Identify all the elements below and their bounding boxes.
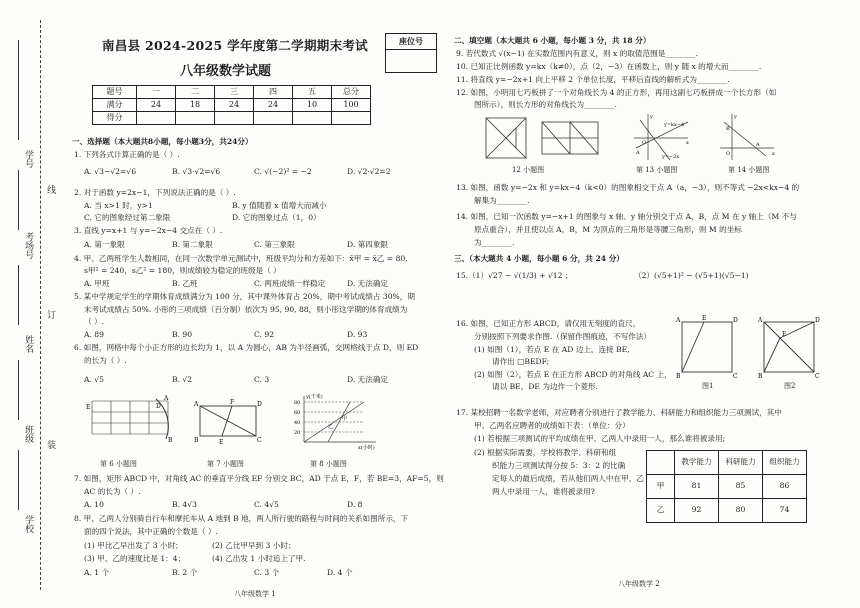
question-17-line3: (1) 若根据三项测试的平均成绩在甲、乙两人中录用一人，那么谁将被录用; <box>474 434 726 443</box>
cell: 五 <box>293 86 332 99</box>
fig16b-label-e: E <box>782 331 787 338</box>
fig8-tick-20: 20 <box>294 430 301 436</box>
fig8-series-yi: 乙 <box>328 424 334 430</box>
question-4-line1: 4. 甲、乙两班学生人数相同，在同一次数学单元测试中，班级平均分和方差如下：x̄甲 = x̄乙 = 80, <box>74 254 408 263</box>
fig6-label-a: A <box>164 395 169 402</box>
fig6-label-b: B <box>168 437 173 444</box>
figure-q12-tangram <box>482 114 602 162</box>
question-16-line1: 16. 如图，已知正方形 ABCD，请仅用无刻度的直尺， <box>456 319 641 328</box>
question-16-line5: (2) 如图（2），若点 E 在正方形 ABCD 的对角线 AC 上， <box>474 370 672 379</box>
cut-line <box>40 20 41 590</box>
question-7-line2: AC 的长为（ ）. <box>84 487 141 496</box>
seat-box <box>385 33 437 73</box>
question-12-line1: 12. 如图，小明用七巧板拼了一个对角线长为 4 的正方形，再用这副七巧板拼成一个长方形（如 <box>456 88 777 97</box>
score-table-row <box>93 86 371 99</box>
fig13-label-x: x <box>686 140 689 146</box>
label-school: 学校 <box>23 515 34 533</box>
cell: 85 <box>719 475 763 499</box>
fig7-label-a: A <box>194 401 199 408</box>
label-name: 姓名 <box>23 335 34 353</box>
q5-option-a: A. 89 <box>84 330 104 339</box>
q2-option-a: A. 当 x>1 时，y>1 <box>84 201 153 210</box>
field-line-school <box>18 450 19 510</box>
q1-option-d: D. √2·√2=2 <box>347 167 391 176</box>
fig16b-label-b: B <box>758 373 763 380</box>
question-5-line1: 5. 某中学规定学生的学期体育成绩满分为 100 分，其中课外体育占 20%，期中考试成绩占 30%，期 <box>74 292 415 301</box>
score-cell[interactable] <box>137 112 176 125</box>
cell: 74 <box>763 499 807 523</box>
fig8-ylabel: y(千米) <box>306 394 323 400</box>
fig14-label-o: O <box>726 151 731 157</box>
score-cell[interactable] <box>176 112 215 125</box>
cut-mark-fold: 装 <box>45 440 56 449</box>
fig16b-label-d: D <box>815 317 820 324</box>
cell: 满分 <box>93 99 137 112</box>
label-student-no: 学号 <box>23 150 34 168</box>
score-cell[interactable] <box>254 112 293 125</box>
page-right <box>448 0 854 608</box>
q8-option-b: B. 2 个 <box>172 568 198 577</box>
question-7-line1: 7. 如图，矩形 ABCD 中，对角线 AC 的垂直平分线 EF 分别交 BC，AD 于点 E，F，若 BE=3，AF=5，则 <box>74 474 444 483</box>
fig8-series-jia: 甲 <box>342 416 348 422</box>
fig7-label-e: E <box>219 439 224 446</box>
question-15-part1: 15.（1）√27 − √(1/3) + √12 ； <box>456 271 573 280</box>
question-5-line2: 末考试成绩占 50%. 小彤的三项成绩（百分制）依次为 95, 90, 88，则小彤这学期的体育成绩为 <box>84 305 408 314</box>
fig6-label-d: D <box>156 403 161 410</box>
label-exam-room: 考场号 <box>23 232 34 259</box>
question-6-line1: 6. 如图，网格中每个小正方形的边长均为 1，以 A 为圆心，AB 为半径画弧，交网格线于点 D，则 ED <box>74 343 419 352</box>
question-1: 1. 下列各式计算正确的是（ ）. <box>74 150 180 159</box>
q1-option-a: A. √3−√2=√6 <box>84 167 137 176</box>
question-14-line2: 原点重合），并且使以点 A，B，M 为顶点的三角形是等腰三角形，则 M 的坐标 <box>474 225 742 234</box>
header-cell: 科研能力 <box>719 451 763 475</box>
fig13-label-o: O <box>642 140 647 146</box>
cell: 题号 <box>93 86 137 99</box>
q3-option-d: D. 第四象限 <box>347 240 389 249</box>
question-9: 9. 若代数式 √(x−1) 在实数范围内有意义，则 x 的取值范围是________. <box>456 49 699 58</box>
caption-fig7: 第 7 小题图 <box>207 460 244 468</box>
fig8-tick-80: 80 <box>294 400 301 406</box>
question-17-line2: 甲、乙两名应聘者的成绩如下表：（单位：分） <box>474 421 630 430</box>
q8-statement-1: (1) 甲比乙早出发了 3 小时； <box>84 541 183 550</box>
fig7-label-f: F <box>230 399 235 406</box>
fig14-label-b: B <box>726 126 730 132</box>
fig16a-label-d: D <box>733 317 738 324</box>
question-5-line3: （ ）. <box>84 317 105 326</box>
fig6-label-e: E <box>86 404 91 411</box>
ability-table <box>646 450 807 523</box>
label-class: 班级 <box>23 425 34 443</box>
fig16b-label-c: C <box>815 373 820 380</box>
score-table <box>92 85 371 125</box>
cell: 甲 <box>647 475 675 499</box>
field-line-room <box>18 170 19 230</box>
section1-heading: 一、选择题（本大题共8小题，每小题3分，共24分） <box>72 137 253 146</box>
cell: 二 <box>176 86 215 99</box>
question-17-line6: 定每人的最后成绩，若从他们两人中在甲、乙 <box>492 474 644 483</box>
fig8-xlabel: x(小时) <box>358 445 375 450</box>
exam-subtitle: 八年级数学试题 <box>180 64 272 79</box>
fig16b-label-a: A <box>758 317 763 324</box>
cell: 三 <box>215 86 254 99</box>
question-6-line2: 的长为（ ）. <box>84 356 127 365</box>
q8-statement-2: (2) 乙比甲早到 3 小时； <box>212 541 296 550</box>
table-row <box>647 475 807 499</box>
fig16a-label-c: C <box>733 373 738 380</box>
seat-label: 座位号 <box>386 34 436 50</box>
q8-option-c: C. 3 个 <box>254 568 280 577</box>
cell: 24 <box>137 99 176 112</box>
cut-mark-line: 线 <box>45 185 56 194</box>
q3-option-b: B. 第二象限 <box>172 240 213 249</box>
figure-q16-1 <box>674 314 738 382</box>
cell: 80 <box>719 499 763 523</box>
fig14-label-x: x <box>772 151 775 157</box>
question-14-line3: 为________. <box>474 238 515 247</box>
fig13-label-kx: y=kx−4 <box>664 122 685 128</box>
page-left <box>62 0 442 608</box>
cell: 18 <box>176 99 215 112</box>
q7-option-d: D. 8 <box>347 500 363 509</box>
question-8-line1: 8. 甲、乙两人分别骑自行车和摩托车从 A 地到 B 地，两人所行驶的路程与时间的关系如图所示，下 <box>74 514 409 523</box>
cell: 四 <box>254 86 293 99</box>
caption-fig8: 第 8 小题图 <box>310 460 347 468</box>
question-2: 2. 对于函数 y=2x−1，下列说法正确的是（ ）. <box>74 188 236 197</box>
question-17-line5: 织能力三项测试得分按 5：3：2 的比确 <box>492 461 626 470</box>
question-10: 10. 已知正比例函数 y=kx（k≠0），点（2，−3）在函数上，则 y 随 x 的增大而________. <box>456 62 762 71</box>
q8-option-a: A. 1 个 <box>84 568 110 577</box>
q6-option-a: A. √5 <box>84 375 104 384</box>
figure-q6-grid <box>84 395 174 445</box>
cell: 总分 <box>332 86 371 99</box>
q2-option-b: B. y 值随着 x 值增大而减小 <box>232 201 327 210</box>
q6-option-b: B. √2 <box>172 375 193 384</box>
cell: 乙 <box>647 499 675 523</box>
fig8-tick-60: 60 <box>294 410 301 416</box>
figure-q7-rectangle <box>192 398 262 448</box>
fig13-label-2x: y=−2x <box>662 154 680 160</box>
table-row <box>647 499 807 523</box>
section3-heading: 三、（本大题共 4 小题，每小题 6 分，共 24 分） <box>454 254 624 263</box>
cell: 81 <box>675 475 719 499</box>
q4-option-a: A. 甲班 <box>84 279 110 288</box>
question-13-line2: 解集为________. <box>474 196 530 205</box>
fig13-label-a: A <box>636 150 640 156</box>
fig7-label-c: C <box>257 437 262 444</box>
q7-option-b: B. 4√3 <box>172 500 197 509</box>
caption-fig12: 12 小题图 <box>512 166 545 174</box>
field-line-student-no <box>18 40 19 140</box>
cell: 86 <box>763 475 807 499</box>
cell: 24 <box>254 99 293 112</box>
field-line-name <box>18 265 19 325</box>
q8-statement-4: (4) 乙出发 1 小时追上了甲. <box>212 554 306 563</box>
q3-option-c: C. 第三象限 <box>254 240 295 249</box>
fig13-label-y: y <box>650 114 653 120</box>
cut-mark-bind: 订 <box>45 310 56 319</box>
score-cell[interactable] <box>332 112 371 125</box>
q4-option-b: B. 乙班 <box>172 279 198 288</box>
field-line-class <box>18 360 19 420</box>
fig7-label-d: D <box>257 401 262 408</box>
section2-heading: 二、填空题（本大题共 6 小题，每小题 3 分，共 18 分） <box>454 36 651 45</box>
question-17-line7: 两人中录用一人，谁将被录用? <box>492 487 595 496</box>
exam-title: 南昌县 2024-2025 学年度第二学期期末考试 <box>102 38 368 53</box>
cell: 得分 <box>93 112 137 125</box>
figure-q13-graph <box>630 112 692 164</box>
question-13-line1: 13. 如图，函数 y=−2x 和 y=kx−4（k<0）的图象相交于点 A（a，−3），则不等式 −2x<kx−4 的 <box>456 183 800 192</box>
question-16-line2: 分别按照下列要求作图.（保留作图痕迹，不写作法） <box>474 332 652 341</box>
q5-option-d: D. 93 <box>347 330 368 339</box>
fig14-label-y: y <box>734 114 737 120</box>
q7-option-a: A. 10 <box>84 500 104 509</box>
q4-option-c: C. 两班成绩一样稳定 <box>254 279 326 288</box>
q6-option-c: C. 3 <box>254 375 270 384</box>
q8-statement-3: (3) 甲、乙的速度比是 1：4； <box>84 554 186 563</box>
figure-q16-2 <box>756 314 820 382</box>
header-cell: 组织能力 <box>763 451 807 475</box>
cell: 100 <box>332 99 371 112</box>
cell: 一 <box>137 86 176 99</box>
cell: 24 <box>215 99 254 112</box>
caption-fig6: 第 6 小题图 <box>100 460 137 468</box>
binding-margin <box>0 0 62 608</box>
caption-fig16-1: 图1 <box>702 382 714 390</box>
q2-option-c: C. 它的图象经过第二象限 <box>84 213 171 222</box>
question-16-line6: 请以 BE，DE 为边作一个菱形. <box>492 382 598 391</box>
q5-option-b: B. 90 <box>172 330 193 339</box>
q7-option-c: C. 4√5 <box>254 500 279 509</box>
footer-page-2: 八年级数学 2 <box>618 580 660 588</box>
cell: 92 <box>675 499 719 523</box>
question-17-line1: 17. 某校招聘一名数学老师，对应聘者分别进行了教学能力、科研能力和组织能力三项测试，其中 <box>456 408 782 417</box>
caption-fig14: 第 14 小题图 <box>728 166 770 174</box>
fig16a-label-a: A <box>676 317 681 324</box>
score-table-row <box>93 112 371 125</box>
question-16-line3: (1) 如图（1），若点 E 在 AD 边上，连接 BE, <box>474 345 630 354</box>
score-table-row <box>93 99 371 112</box>
fig16a-label-e: E <box>702 315 707 322</box>
fig8-tick-40: 40 <box>294 420 301 426</box>
header-cell: 教学能力 <box>675 451 719 475</box>
question-17-line4: (2) 根据实际需要，学校将教学、科研和组 <box>474 448 617 457</box>
caption-fig13: 第 13 小题图 <box>636 166 678 174</box>
question-4-line2: s甲² = 240，s乙² = 180，则成绩较为稳定的班级是（ ） <box>84 266 281 275</box>
question-3: 3. 直线 y=x+1 与 y=−2x−4 交点在（ ）. <box>74 226 223 235</box>
q4-option-d: D. 无法确定 <box>347 279 389 288</box>
ability-table-header <box>647 451 807 475</box>
score-cell[interactable] <box>293 112 332 125</box>
figure-q8-graph <box>290 392 380 450</box>
question-12-line2: 图所示），则长方形的对角线长为________. <box>474 100 617 109</box>
fig7-label-b: B <box>194 437 199 444</box>
question-15-part2: （2）(√5+1)² − (√5+1)(√5−1) <box>634 271 749 280</box>
figure-q14-graph <box>716 112 778 164</box>
question-14-line1: 14. 如图，已知一次函数 y=−x+1 的图象与 x 轴、y 轴分别交于点 A，B，点 M 在 y 轴上（M 不与 <box>456 212 797 221</box>
fig14-label-a: A <box>756 142 760 148</box>
score-cell[interactable] <box>215 112 254 125</box>
q2-option-d: D. 它的图象过点（1，0） <box>232 213 321 222</box>
q8-option-d: D. 4 个 <box>327 568 353 577</box>
q1-option-b: B. √3·√2=√6 <box>172 167 221 176</box>
caption-fig16-2: 图2 <box>784 382 796 390</box>
cell: 10 <box>293 99 332 112</box>
q1-option-c: C. √(−2)² = −2 <box>254 167 312 176</box>
fig16a-label-b: B <box>676 373 681 380</box>
question-11: 11. 将直线 y=−2x+1 向上平移 2 个单位长度，平移后直线的解析式为________. <box>456 75 730 84</box>
question-8-line2: 面的四个说法，其中正确的个数是（ ）. <box>84 527 218 536</box>
q6-option-d: D. 无法确定 <box>347 375 389 384</box>
q3-option-a: A. 第一象限 <box>84 240 125 249</box>
q5-option-c: C. 92 <box>254 330 275 339</box>
header-cell <box>647 451 675 475</box>
footer-page-1: 八年级数学 1 <box>234 590 276 598</box>
question-16-line4: 请作出 □BEDF; <box>492 357 550 366</box>
